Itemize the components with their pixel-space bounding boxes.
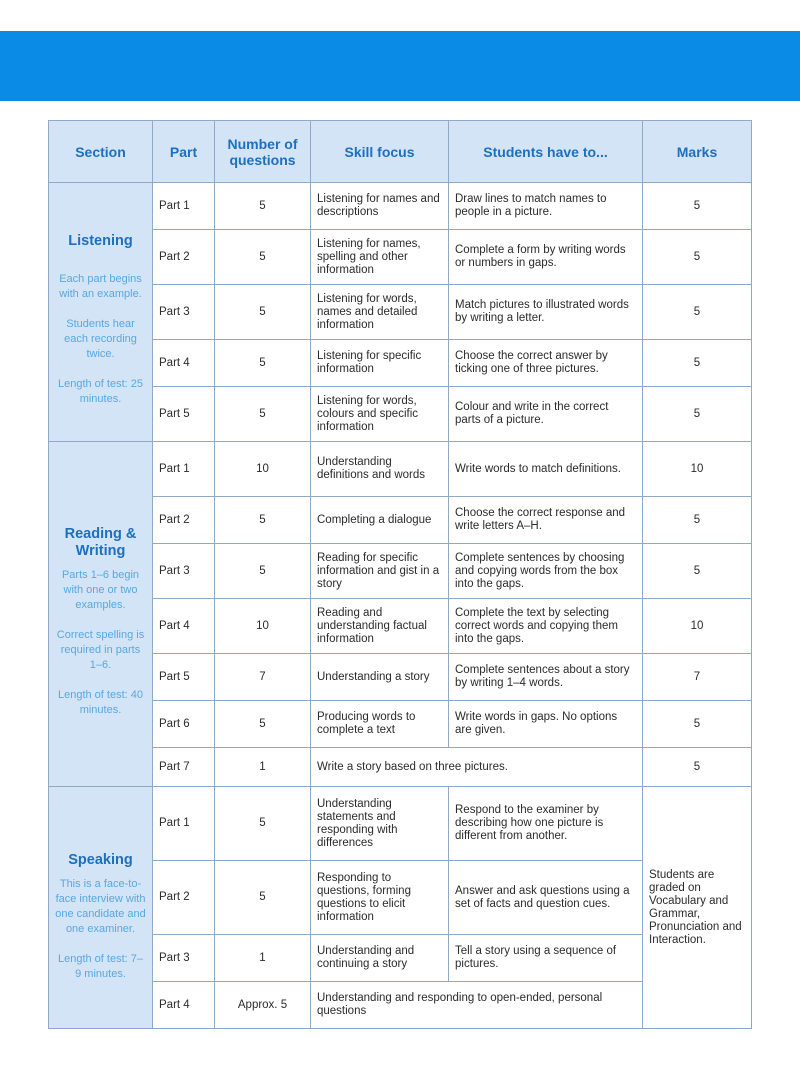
questions-cell: 1 bbox=[215, 748, 311, 787]
header-part: Part bbox=[153, 121, 215, 183]
marks-cell: 5 bbox=[643, 387, 752, 442]
skill-cell: Listening for words, colours and specific information bbox=[311, 387, 449, 442]
skill-cell: Reading and understanding factual information bbox=[311, 599, 449, 654]
marks-cell: 5 bbox=[643, 285, 752, 340]
skill-cell: Listening for names and descriptions bbox=[311, 183, 449, 230]
part-cell: Part 2 bbox=[153, 861, 215, 935]
marks-cell: 10 bbox=[643, 599, 752, 654]
marks-cell: 5 bbox=[643, 701, 752, 748]
marks-cell: 7 bbox=[643, 654, 752, 701]
task-cell: Write words to match definitions. bbox=[449, 442, 643, 497]
task-cell: Draw lines to match names to people in a picture. bbox=[449, 183, 643, 230]
questions-cell: 5 bbox=[215, 340, 311, 387]
section-note: Parts 1–6 begin with one or two examples. bbox=[61, 568, 140, 611]
table-row bbox=[49, 387, 752, 442]
task-cell: Choose the correct answer by ticking one of three pictures. bbox=[449, 340, 643, 387]
section-title: Listening bbox=[68, 232, 133, 249]
part-cell: Part 5 bbox=[153, 387, 215, 442]
section-note: Correct spelling is required in parts 1–6. bbox=[56, 628, 145, 671]
section-listening bbox=[49, 183, 153, 442]
section-note: Length of test: 25 minutes. bbox=[57, 377, 143, 405]
skill-cell: Producing words to complete a text bbox=[311, 701, 449, 748]
header-skill-focus: Skill focus bbox=[311, 121, 449, 183]
questions-cell: 5 bbox=[215, 497, 311, 544]
skill-cell: Listening for specific information bbox=[311, 340, 449, 387]
skill-cell: Completing a dialogue bbox=[311, 497, 449, 544]
table-row bbox=[49, 654, 752, 701]
marks-cell: 5 bbox=[643, 748, 752, 787]
part-cell: Part 2 bbox=[153, 230, 215, 285]
marks-cell: 5 bbox=[643, 544, 752, 599]
part-cell: Part 4 bbox=[153, 982, 215, 1029]
task-cell: Complete the text by selecting correct words and copying them into the gaps. bbox=[449, 599, 643, 654]
section-title: Reading & Writing bbox=[64, 525, 137, 559]
part-cell: Part 3 bbox=[153, 285, 215, 340]
questions-cell: 1 bbox=[215, 935, 311, 982]
skill-cell: Listening for words, names and detailed information bbox=[311, 285, 449, 340]
section-note: Each part begins with an example. bbox=[59, 272, 142, 300]
table-row bbox=[49, 340, 752, 387]
skill-cell: Listening for names, spelling and other information bbox=[311, 230, 449, 285]
skill-cell: Understanding definitions and words bbox=[311, 442, 449, 497]
task-cell: Complete sentences by choosing and copying words from the box into the gaps. bbox=[449, 544, 643, 599]
questions-cell: 5 bbox=[215, 183, 311, 230]
questions-cell: 5 bbox=[215, 544, 311, 599]
questions-cell: 10 bbox=[215, 442, 311, 497]
part-cell: Part 5 bbox=[153, 654, 215, 701]
task-cell: Write words in gaps. No options are given. bbox=[449, 701, 643, 748]
task-cell: Complete sentences about a story by writing 1–4 words. bbox=[449, 654, 643, 701]
part-cell: Part 3 bbox=[153, 935, 215, 982]
skill-cell: Understanding and continuing a story bbox=[311, 935, 449, 982]
header-banner bbox=[0, 31, 800, 101]
exam-structure-table bbox=[48, 120, 752, 1029]
questions-cell: 5 bbox=[215, 387, 311, 442]
table-row bbox=[49, 748, 752, 787]
questions-cell: 5 bbox=[215, 861, 311, 935]
skill-cell: Understanding statements and responding with differences bbox=[311, 787, 449, 861]
section-note: This is a face-to-face interview with one candidate and one examiner. bbox=[55, 878, 146, 935]
skill-cell: Reading for specific information and gist in a story bbox=[311, 544, 449, 599]
part-cell: Part 1 bbox=[153, 787, 215, 861]
skill-task-cell: Write a story based on three pictures. bbox=[311, 748, 643, 787]
table-row bbox=[49, 183, 752, 230]
task-cell: Choose the correct response and write letters A–H. bbox=[449, 497, 643, 544]
part-cell: Part 7 bbox=[153, 748, 215, 787]
section-title: Speaking bbox=[68, 852, 133, 868]
header-row bbox=[49, 121, 752, 183]
task-cell: Respond to the examiner by describing how one picture is different from another. bbox=[449, 787, 643, 861]
part-cell: Part 2 bbox=[153, 497, 215, 544]
task-cell: Complete a form by writing words or numbers in gaps. bbox=[449, 230, 643, 285]
table-row bbox=[49, 544, 752, 599]
header-number-of-questions: Number of questions bbox=[215, 121, 311, 183]
part-cell: Part 1 bbox=[153, 442, 215, 497]
questions-cell: 5 bbox=[215, 285, 311, 340]
questions-cell: 5 bbox=[215, 787, 311, 861]
part-cell: Part 4 bbox=[153, 599, 215, 654]
task-cell: Match pictures to illustrated words by writing a letter. bbox=[449, 285, 643, 340]
speaking-marks-note: Students are graded on Vocabulary and Grammar, Pronunciation and Interaction. bbox=[643, 787, 752, 1029]
table-row bbox=[49, 701, 752, 748]
task-cell: Tell a story using a sequence of pictures. bbox=[449, 935, 643, 982]
marks-cell: 5 bbox=[643, 340, 752, 387]
section-note: Length of test: 7–9 minutes. bbox=[57, 953, 143, 980]
table-row bbox=[49, 285, 752, 340]
task-cell: Answer and ask questions using a set of facts and question cues. bbox=[449, 861, 643, 935]
questions-cell: 5 bbox=[215, 701, 311, 748]
table-row bbox=[49, 230, 752, 285]
task-cell: Colour and write in the correct parts of a picture. bbox=[449, 387, 643, 442]
marks-cell: 5 bbox=[643, 230, 752, 285]
skill-task-cell: Understanding and responding to open-ended, personal questions bbox=[311, 982, 643, 1029]
header-students-have-to: Students have to... bbox=[449, 121, 643, 183]
section-note: Students hear each recording twice. bbox=[64, 317, 137, 360]
marks-cell: 10 bbox=[643, 442, 752, 497]
part-cell: Part 3 bbox=[153, 544, 215, 599]
questions-cell: Approx. 5 bbox=[215, 982, 311, 1029]
questions-cell: 10 bbox=[215, 599, 311, 654]
header-marks: Marks bbox=[643, 121, 752, 183]
table-row bbox=[49, 599, 752, 654]
section-reading-writing bbox=[49, 442, 153, 787]
part-cell: Part 4 bbox=[153, 340, 215, 387]
skill-cell: Responding to questions, forming questions to elicit information bbox=[311, 861, 449, 935]
questions-cell: 7 bbox=[215, 654, 311, 701]
marks-cell: 5 bbox=[643, 497, 752, 544]
header-section: Section bbox=[49, 121, 153, 183]
table-row bbox=[49, 497, 752, 544]
table-row bbox=[49, 442, 752, 497]
section-note: Length of test: 40 minutes. bbox=[57, 688, 143, 716]
marks-cell: 5 bbox=[643, 183, 752, 230]
part-cell: Part 1 bbox=[153, 183, 215, 230]
table-row bbox=[49, 787, 752, 861]
part-cell: Part 6 bbox=[153, 701, 215, 748]
questions-cell: 5 bbox=[215, 230, 311, 285]
skill-cell: Understanding a story bbox=[311, 654, 449, 701]
section-speaking bbox=[49, 787, 153, 1029]
